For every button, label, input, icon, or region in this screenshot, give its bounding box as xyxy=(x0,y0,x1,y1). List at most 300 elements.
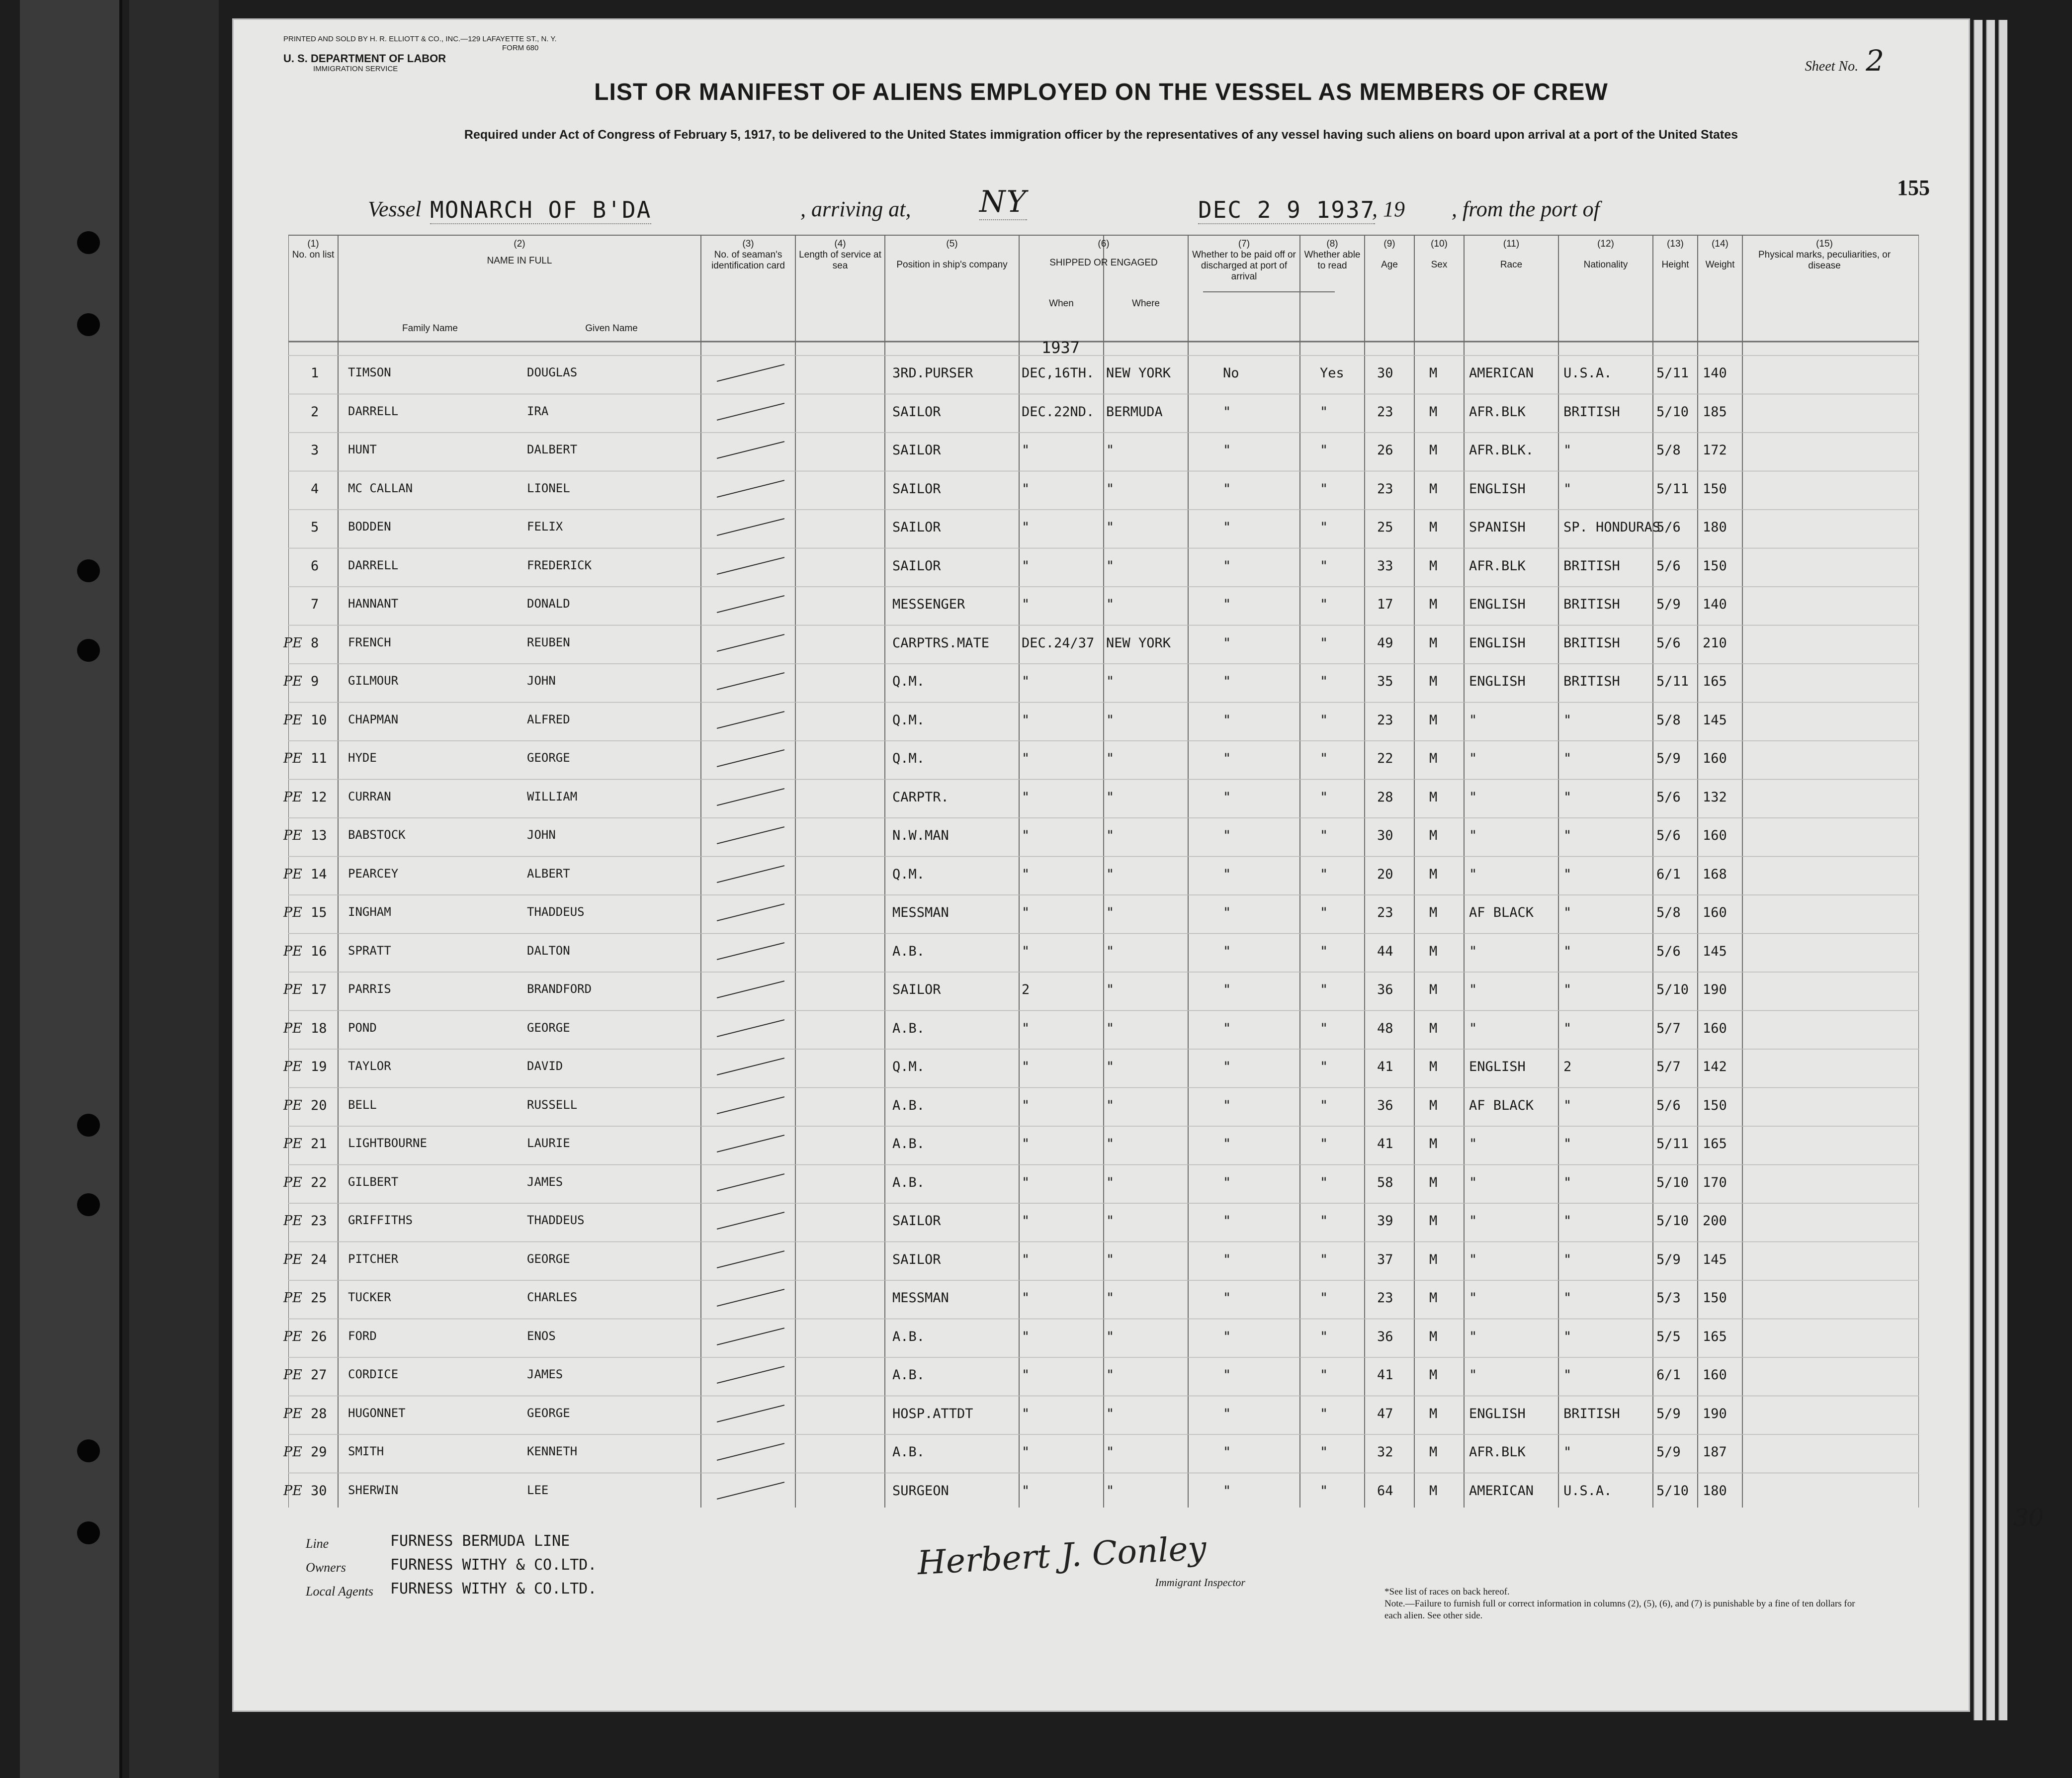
table-row xyxy=(283,664,1919,703)
nationality: " xyxy=(1563,481,1572,497)
given-name: CHARLES xyxy=(527,1290,578,1304)
family-name-header: Family Name xyxy=(402,323,458,334)
sex: M xyxy=(1429,1406,1438,1422)
table-row xyxy=(283,818,1919,857)
col7-header: (7) Whether to be paid off or discharged at port of arrival xyxy=(1192,239,1296,282)
position: Q.M. xyxy=(892,712,925,728)
sheet-label: Sheet No. xyxy=(1805,59,1859,74)
col12-header: (12) Nationality xyxy=(1583,239,1628,270)
binder-hole xyxy=(77,559,100,582)
shipped-when: " xyxy=(1022,1406,1030,1422)
age: 64 xyxy=(1377,1483,1393,1499)
height: 5/7 xyxy=(1656,1059,1681,1074)
examined-mark: PE xyxy=(283,866,302,882)
family-name: PITCHER xyxy=(348,1251,399,1266)
race: AF BLACK xyxy=(1469,905,1534,920)
shipped-where: " xyxy=(1106,1136,1115,1152)
height: 5/9 xyxy=(1656,1251,1681,1267)
paid-off: No xyxy=(1223,365,1239,381)
printer-line: PRINTED AND SOLD BY H. R. ELLIOTT & CO., INC.—129 LAFAYETTE ST., N. Y. xyxy=(283,35,557,43)
column-headers xyxy=(288,239,1919,343)
footer xyxy=(306,1528,1897,1686)
row-number: 17 xyxy=(311,982,327,997)
able-to-read: " xyxy=(1320,1483,1328,1499)
able-to-read: " xyxy=(1320,1059,1328,1074)
year-annotation: 1937 xyxy=(1041,338,1080,357)
position: A.B. xyxy=(892,1097,925,1113)
shipped-where: " xyxy=(1106,1097,1115,1113)
family-name: TIMSON xyxy=(348,365,391,379)
table-row xyxy=(288,356,1919,394)
table-row xyxy=(283,857,1919,895)
shipped-when: " xyxy=(1022,1213,1030,1229)
given-name: FELIX xyxy=(527,520,563,533)
examined-mark: PE xyxy=(283,1444,302,1460)
family-name: HYDE xyxy=(348,751,377,765)
nationality: 2 xyxy=(1563,1059,1572,1074)
sex: M xyxy=(1429,1444,1438,1460)
shipped-where: " xyxy=(1106,1406,1115,1422)
binder-hole xyxy=(77,639,100,662)
race: " xyxy=(1469,828,1477,843)
vessel-line xyxy=(368,184,1909,231)
height: 5/3 xyxy=(1656,1290,1681,1306)
position: A.B. xyxy=(892,1367,925,1383)
weight: 145 xyxy=(1703,1251,1727,1267)
owners-value: FURNESS WITHY & CO.LTD. xyxy=(390,1556,597,1574)
given-name: THADDEUS xyxy=(527,905,585,919)
weight: 160 xyxy=(1703,828,1727,843)
examined-mark: PE xyxy=(283,1251,302,1267)
id-card-dash xyxy=(717,595,784,613)
arriving-label: , arriving at, xyxy=(800,197,911,221)
examined-mark: PE xyxy=(283,905,302,920)
race: AFR.BLK. xyxy=(1469,443,1534,458)
id-card-dash xyxy=(717,1058,784,1075)
sex: M xyxy=(1429,982,1438,997)
race: ENGLISH xyxy=(1469,1059,1526,1074)
age: 35 xyxy=(1377,674,1393,689)
shipped-when: " xyxy=(1022,866,1030,882)
age: 37 xyxy=(1377,1251,1393,1267)
sex: M xyxy=(1429,1251,1438,1267)
given-name: BRANDFORD xyxy=(527,982,592,996)
agents-label: Local Agents xyxy=(306,1584,374,1599)
given-name: REUBEN xyxy=(527,635,570,649)
height: 5/6 xyxy=(1656,558,1681,574)
nationality: " xyxy=(1563,751,1572,766)
binder-hole xyxy=(77,231,100,254)
paid-off: " xyxy=(1223,1213,1231,1229)
table-row xyxy=(288,433,1919,471)
shipped-when: " xyxy=(1022,1059,1030,1074)
nationality: SP. HONDURAS xyxy=(1563,520,1661,535)
race: " xyxy=(1469,1136,1477,1152)
paid-off: " xyxy=(1223,1483,1231,1499)
paid-off: " xyxy=(1223,1136,1231,1152)
weight: 145 xyxy=(1703,712,1727,728)
sex: M xyxy=(1429,365,1438,381)
col14-header: (14) Weight xyxy=(1705,239,1735,270)
age: 26 xyxy=(1377,443,1393,458)
from-port-label: , from the port of xyxy=(1452,197,1600,221)
given-name-header: Given Name xyxy=(585,323,638,334)
shipped-where: " xyxy=(1106,674,1115,689)
height: 5/8 xyxy=(1656,712,1681,728)
row-number: 25 xyxy=(311,1290,327,1306)
weight: 190 xyxy=(1703,982,1727,997)
weight: 165 xyxy=(1703,1136,1727,1152)
nationality: " xyxy=(1563,443,1572,458)
sex: M xyxy=(1429,1020,1438,1036)
table-row xyxy=(283,1203,1919,1242)
row-number: 4 xyxy=(311,481,319,497)
shipped-when: " xyxy=(1022,1329,1030,1344)
id-card-dash xyxy=(717,1212,784,1230)
id-card-dash xyxy=(717,1250,784,1268)
height: 5/6 xyxy=(1656,1097,1681,1113)
table-row xyxy=(288,471,1919,510)
weight: 180 xyxy=(1703,1483,1727,1499)
paid-off: " xyxy=(1223,751,1231,766)
sex: M xyxy=(1429,1136,1438,1152)
family-name: PARRIS xyxy=(348,982,391,996)
age: 17 xyxy=(1377,597,1393,612)
line-label: Line xyxy=(306,1536,329,1551)
sex: M xyxy=(1429,481,1438,497)
nationality: BRITISH xyxy=(1563,1406,1620,1422)
nationality: " xyxy=(1563,1290,1572,1306)
row-number: 3 xyxy=(311,443,319,458)
family-name: LIGHTBOURNE xyxy=(348,1136,427,1150)
table-row xyxy=(283,1280,1919,1319)
printer-imprint xyxy=(283,35,631,74)
shipped-when: " xyxy=(1022,597,1030,612)
nationality: BRITISH xyxy=(1563,404,1620,420)
height: 5/9 xyxy=(1656,597,1681,612)
examined-mark: PE xyxy=(283,635,302,651)
col13-header: (13) Height xyxy=(1661,239,1689,270)
col2-header: (2) NAME IN FULL xyxy=(487,239,552,266)
examined-mark: PE xyxy=(283,982,302,997)
sex: M xyxy=(1429,751,1438,766)
given-name: FREDERICK xyxy=(527,558,592,572)
height: 5/6 xyxy=(1656,828,1681,843)
able-to-read: " xyxy=(1320,1213,1328,1229)
page-edge xyxy=(1974,20,1983,1720)
weight: 150 xyxy=(1703,558,1727,574)
age: 30 xyxy=(1377,365,1393,381)
weight: 165 xyxy=(1703,1329,1727,1344)
paid-off: " xyxy=(1223,597,1231,612)
shipped-where: NEW YORK xyxy=(1106,365,1171,381)
shipped-where: " xyxy=(1106,828,1115,843)
shipped-when: DEC.24/37 xyxy=(1022,635,1095,651)
family-name: HUNT xyxy=(348,443,377,456)
given-name: JAMES xyxy=(527,1367,563,1381)
id-card-dash xyxy=(717,826,784,844)
height: 5/8 xyxy=(1656,443,1681,458)
weight: 165 xyxy=(1703,674,1727,689)
position: SAILOR xyxy=(892,558,941,574)
race: AMERICAN xyxy=(1469,365,1534,381)
weight: 180 xyxy=(1703,520,1727,535)
age: 41 xyxy=(1377,1059,1393,1074)
id-card-dash xyxy=(717,672,784,690)
sex: M xyxy=(1429,1329,1438,1344)
shipped-where: " xyxy=(1106,1213,1115,1229)
weight: 210 xyxy=(1703,635,1727,651)
paid-off: " xyxy=(1223,905,1231,920)
shipped-where: " xyxy=(1106,789,1115,805)
nationality: BRITISH xyxy=(1563,597,1620,612)
footer-note xyxy=(1384,1586,1857,1622)
nationality: " xyxy=(1563,789,1572,805)
height: 5/6 xyxy=(1656,520,1681,535)
age: 36 xyxy=(1377,1097,1393,1113)
shipped-when: " xyxy=(1022,1367,1030,1383)
row-number: 16 xyxy=(311,943,327,959)
id-card-dash xyxy=(717,903,784,921)
height: 5/11 xyxy=(1656,1136,1689,1152)
shipped-when: " xyxy=(1022,1483,1030,1499)
paid-off: " xyxy=(1223,1020,1231,1036)
shipped-where: " xyxy=(1106,1290,1115,1306)
row-number: 15 xyxy=(311,905,327,920)
binder-cover xyxy=(129,0,219,1778)
sex: M xyxy=(1429,1059,1438,1074)
race: ENGLISH xyxy=(1469,1406,1526,1422)
given-name: RUSSELL xyxy=(527,1097,578,1112)
nationality: " xyxy=(1563,828,1572,843)
nationality: " xyxy=(1563,982,1572,997)
shipped-when: DEC.22ND. xyxy=(1022,404,1095,420)
position: SAILOR xyxy=(892,404,941,420)
sex: M xyxy=(1429,443,1438,458)
height: 5/11 xyxy=(1656,365,1689,381)
given-name: WILLIAM xyxy=(527,789,578,803)
table-row xyxy=(288,548,1919,587)
weight: 187 xyxy=(1703,1444,1727,1460)
binder-hole xyxy=(77,1521,100,1544)
table-row xyxy=(283,1319,1919,1358)
family-name: GILBERT xyxy=(348,1174,399,1189)
sex: M xyxy=(1429,520,1438,535)
age: 23 xyxy=(1377,905,1393,920)
page-edge xyxy=(1998,20,2007,1720)
row-number: 2 xyxy=(311,404,319,420)
family-name: BODDEN xyxy=(348,520,391,533)
nationality: " xyxy=(1563,1367,1572,1383)
table-row xyxy=(283,1088,1919,1127)
family-name: FORD xyxy=(348,1329,377,1343)
id-card-dash xyxy=(717,1366,784,1384)
able-to-read: " xyxy=(1320,1174,1328,1190)
position: A.B. xyxy=(892,1020,925,1036)
family-name: TUCKER xyxy=(348,1290,391,1304)
age: 20 xyxy=(1377,866,1393,882)
row-number: 8 xyxy=(311,635,319,651)
height: 5/9 xyxy=(1656,1444,1681,1460)
nationality: " xyxy=(1563,1251,1572,1267)
able-to-read: " xyxy=(1320,597,1328,612)
height: 6/1 xyxy=(1656,1367,1681,1383)
given-name: DALTON xyxy=(527,943,570,958)
examined-mark: PE xyxy=(283,828,302,843)
weight: 160 xyxy=(1703,1367,1727,1383)
nationality: " xyxy=(1563,905,1572,920)
id-card-dash xyxy=(717,1289,784,1307)
nationality: " xyxy=(1563,1213,1572,1229)
sheet-value: 2 xyxy=(1866,44,1884,78)
race: " xyxy=(1469,1020,1477,1036)
age: 32 xyxy=(1377,1444,1393,1460)
binder-spine xyxy=(20,0,122,1778)
position: Q.M. xyxy=(892,1059,925,1074)
race: ENGLISH xyxy=(1469,674,1526,689)
row-number: 28 xyxy=(311,1406,327,1422)
nationality: " xyxy=(1563,1174,1572,1190)
given-name: JAMES xyxy=(527,1174,563,1189)
weight: 150 xyxy=(1703,1290,1727,1306)
weight: 140 xyxy=(1703,365,1727,381)
able-to-read: " xyxy=(1320,866,1328,882)
nationality: " xyxy=(1563,1444,1572,1460)
shipped-where: " xyxy=(1106,597,1115,612)
paid-off: " xyxy=(1223,712,1231,728)
position: SAILOR xyxy=(892,481,941,497)
row-number: 14 xyxy=(311,866,327,882)
age: 47 xyxy=(1377,1406,1393,1422)
family-name: HANNANT xyxy=(348,597,399,611)
race: " xyxy=(1469,1290,1477,1306)
sex: M xyxy=(1429,635,1438,651)
shipped-when: " xyxy=(1022,712,1030,728)
shipped-where: " xyxy=(1106,443,1115,458)
when-header: When xyxy=(1049,298,1074,309)
examined-mark: PE xyxy=(283,1290,302,1306)
position: SAILOR xyxy=(892,1251,941,1267)
height: 5/6 xyxy=(1656,635,1681,651)
sex: M xyxy=(1429,1483,1438,1499)
table-row xyxy=(283,1473,1919,1512)
row-number: 21 xyxy=(311,1136,327,1152)
id-card-dash xyxy=(717,480,784,498)
race: " xyxy=(1469,1329,1477,1344)
paid-off: " xyxy=(1223,828,1231,843)
shipped-when: " xyxy=(1022,789,1030,805)
nationality: " xyxy=(1563,1097,1572,1113)
paid-off: " xyxy=(1223,558,1231,574)
paid-off: " xyxy=(1223,943,1231,959)
manifest-sheet xyxy=(234,20,2044,1710)
race: AFR.BLK xyxy=(1469,1444,1526,1460)
paid-off: " xyxy=(1223,520,1231,535)
sex: M xyxy=(1429,1213,1438,1229)
given-name: DONALD xyxy=(527,597,570,611)
row-number: 20 xyxy=(311,1097,327,1113)
shipped-where: " xyxy=(1106,866,1115,882)
shipped-where: " xyxy=(1106,1444,1115,1460)
family-name: CURRAN xyxy=(348,789,391,803)
id-card-dash xyxy=(717,749,784,767)
page-title: LIST OR MANIFEST OF ALIENS EMPLOYED ON THE VESSEL AS MEMBERS OF CREW xyxy=(594,79,1608,105)
table-row xyxy=(288,394,1919,433)
sex: M xyxy=(1429,866,1438,882)
shipped-where: " xyxy=(1106,1059,1115,1074)
table-row xyxy=(283,1049,1919,1088)
shipped-when: " xyxy=(1022,905,1030,920)
row-number: 1 xyxy=(311,365,319,381)
paid-off: " xyxy=(1223,1406,1231,1422)
family-name: SMITH xyxy=(348,1444,384,1458)
race: ENGLISH xyxy=(1469,597,1526,612)
height: 5/10 xyxy=(1656,1174,1689,1190)
paid-off: " xyxy=(1223,1367,1231,1383)
given-name: JOHN xyxy=(527,828,556,842)
height: 5/8 xyxy=(1656,905,1681,920)
paid-off: " xyxy=(1223,1097,1231,1113)
height: 5/9 xyxy=(1656,751,1681,766)
given-name: ALFRED xyxy=(527,712,570,726)
nationality: U.S.A. xyxy=(1563,365,1612,381)
shipped-where: " xyxy=(1106,481,1115,497)
nationality: U.S.A. xyxy=(1563,1483,1612,1499)
able-to-read: " xyxy=(1320,828,1328,843)
age: 23 xyxy=(1377,481,1393,497)
position: Q.M. xyxy=(892,674,925,689)
family-name: BABSTOCK xyxy=(348,828,406,842)
row-number: 12 xyxy=(311,789,327,805)
table-row xyxy=(283,780,1919,818)
shipped-when: " xyxy=(1022,1174,1030,1190)
weight: 168 xyxy=(1703,866,1727,882)
age: 28 xyxy=(1377,789,1393,805)
height: 5/10 xyxy=(1656,404,1689,420)
sex: M xyxy=(1429,905,1438,920)
position: Q.M. xyxy=(892,751,925,766)
able-to-read: " xyxy=(1320,1136,1328,1152)
nationality: BRITISH xyxy=(1563,558,1620,574)
shipped-when: " xyxy=(1022,1444,1030,1460)
year-label: , 19 xyxy=(1372,197,1405,221)
age: 36 xyxy=(1377,1329,1393,1344)
race: " xyxy=(1469,1367,1477,1383)
table-row xyxy=(283,625,1919,664)
family-name: POND xyxy=(348,1020,377,1035)
given-name: LAURIE xyxy=(527,1136,570,1150)
paid-off: " xyxy=(1223,789,1231,805)
examined-mark: PE xyxy=(283,712,302,728)
weight: 140 xyxy=(1703,597,1727,612)
paid-off: " xyxy=(1223,404,1231,420)
age: 36 xyxy=(1377,982,1393,997)
shipped-when: " xyxy=(1022,828,1030,843)
sex: M xyxy=(1429,597,1438,612)
family-name: BELL xyxy=(348,1097,377,1112)
binder-hole xyxy=(77,1193,100,1216)
id-card-dash xyxy=(717,1443,784,1461)
shipped-where: " xyxy=(1106,1483,1115,1499)
shipped-when: DEC,16TH. xyxy=(1022,365,1095,381)
race: " xyxy=(1469,1213,1477,1229)
nationality: " xyxy=(1563,866,1572,882)
id-card-dash xyxy=(717,1482,784,1500)
age: 44 xyxy=(1377,943,1393,959)
table-row xyxy=(283,703,1919,741)
row-number: 26 xyxy=(311,1329,327,1344)
row-number: 9 xyxy=(311,674,319,689)
